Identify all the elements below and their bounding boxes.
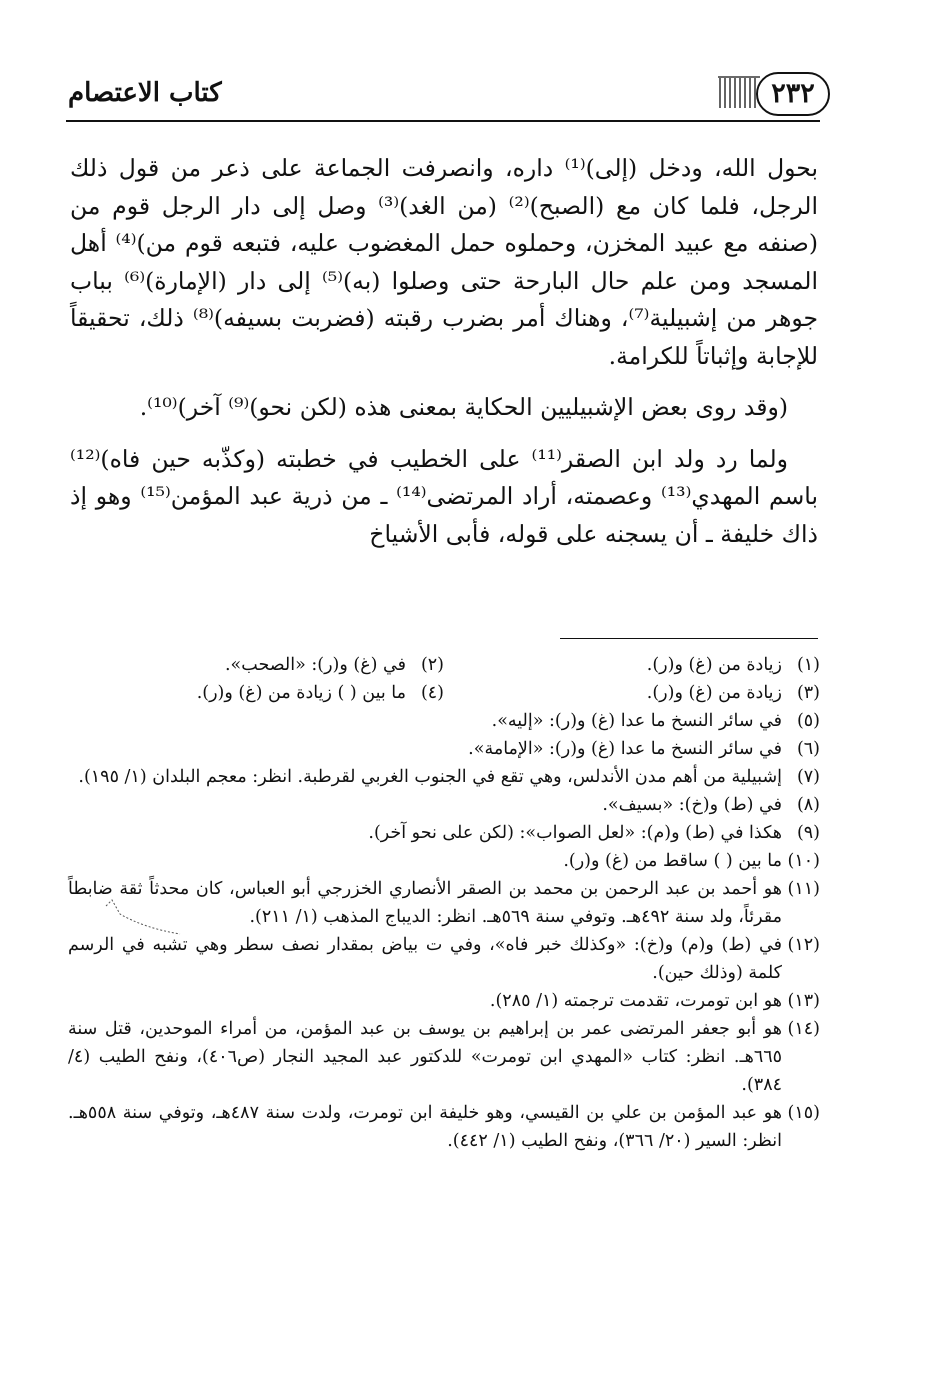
footnote-separator <box>560 638 818 639</box>
paragraph: بحول الله، ودخل (إلى)⁽¹⁾ داره، وانصرفت الجماعة على ذعر من قول ذلك الرجل، فلما كان مع (الصبح)⁽²⁾ (من الغد)⁽³⁾ وصل إلى دار الرجل قوم من (صنفه مع عبيد المخزن، وحملوه حمل المغضوب عليه، فتبعه قوم من)⁽⁴⁾ أهل المسجد ومن علم حال البارحة حتى وصلوا (به)⁽⁵⁾ إلى دار (الإمارة)⁽⁶⁾ بباب جوهر من إشبيلية⁽⁷⁾، وهناك أمر بضرب رقبته (فضربت بسيفه)⁽⁸⁾ ذلك، تحقيقاً للإجابة وإثباتاً للكرامة. <box>70 154 818 370</box>
page-number: ٢٣٢ <box>756 72 830 116</box>
footnote-number: (١٥) <box>787 1103 820 1123</box>
footnote-text: هو عبد المؤمن بن علي بن القيسي، وهو خليفة ابن تومرت، ولدت سنة ٤٨٧هـ، وتوفي سنة ٥٥٨هـ. انظر: السير (٢٠/ ٣٦٦)، ونفح الطيب (١/ ٤٤٢). <box>68 1103 782 1151</box>
footnote <box>68 707 820 735</box>
footnote <box>68 987 820 1015</box>
footnote <box>68 847 820 875</box>
footnote-number: (١) <box>796 655 820 675</box>
footnote-number: (١١) <box>787 879 820 899</box>
footnote <box>68 651 444 679</box>
footnote-number: (١٣) <box>787 991 820 1011</box>
footnote-text: هو أحمد بن عبد الرحمن بن محمد بن الصقر الأنصاري الخزرجي أبو العباس، كان محدثاً ثقة ضابطاً مقرئاً، ولد سنة ٤٩٢هـ. وتوفي سنة ٥٦٩هـ. انظر: الديباج المذهب (١/ ٢١١). <box>68 879 782 927</box>
footnote-number: (٥) <box>796 711 820 731</box>
book-title: كتاب الاعتصام <box>68 78 222 108</box>
footnote-text: هو ابن تومرت، تقدمت ترجمته (١/ ٢٨٥). <box>489 991 782 1011</box>
paragraph: ولما رد ولد ابن الصقر⁽¹¹⁾ على الخطيب في خطبته (وكذّبه حين فاه)⁽¹²⁾ باسم المهدي⁽¹³⁾ وعصمته، أراد المرتضى⁽¹⁴⁾ ـ من ذرية عبد المؤمن⁽¹⁵⁾ وهو إذ ذاك خليفة ـ أن يسجنه على قوله، فأبى الأشياخ <box>70 444 818 548</box>
paragraph: (وقد روى بعض الإشبيليين الحكاية بمعنى هذه (لكن نحو)⁽⁹⁾ آخر)⁽¹⁰⁾. <box>139 393 788 421</box>
footnote <box>68 679 444 707</box>
footnote <box>68 819 820 847</box>
footnote <box>68 1099 820 1155</box>
footnote-text: في (ط) و(م) و(خ): «وكذلك خبر فاه»، وفي ت بياض بمقدار نصف سطر وهي تشبه في الرسم كلمة (وذلك حين). <box>68 935 782 983</box>
footnote-text: في سائر النسخ ما عدا (غ) و(ر): «إليه». <box>491 711 782 731</box>
footnote <box>68 791 820 819</box>
footnote-row <box>68 651 820 679</box>
footnote-number: (٤) <box>420 683 444 703</box>
footnote-text: إشبيلية من أهم مدن الأندلس، وهي تقع في الجنوب الغربي لقرطبة. انظر: معجم البلدان (١/ ١٩٥). <box>78 767 782 787</box>
footnote-number: (٢) <box>420 655 444 675</box>
footnote-number: (٦) <box>796 739 820 759</box>
footnote-number: (٣) <box>796 683 820 703</box>
footnote-text: ما بين ( ) ساقط من (غ) و(ر). <box>563 851 782 871</box>
footnote-number: (١٤) <box>787 1019 820 1039</box>
footnote-number: (٨) <box>796 795 820 815</box>
main-text <box>70 150 818 567</box>
footnote-row <box>68 679 820 707</box>
footnote <box>68 735 820 763</box>
footnote-text: في سائر النسخ ما عدا (غ) و(ر): «الإمامة». <box>468 739 782 759</box>
footnote-text: ما بين ( ) زيادة من (غ) و(ر). <box>196 683 406 703</box>
footnote <box>68 1015 820 1099</box>
footnote <box>444 679 820 707</box>
footnote <box>68 763 820 791</box>
footnote-number: (٧) <box>796 767 820 787</box>
footnote <box>444 651 820 679</box>
footnote-text: في (غ) و(ر): «الصحب». <box>224 655 406 675</box>
header-rule <box>66 120 820 122</box>
footnote-text: زيادة من (غ) و(ر). <box>646 655 782 675</box>
footnote-text: هكذا في (ط) و(م): «لعل الصواب»: (لكن على نحو آخر). <box>368 823 782 843</box>
footnote-text: في (ط) و(خ): «بسيف». <box>602 795 782 815</box>
footnote-text: زيادة من (غ) و(ر). <box>646 683 782 703</box>
page-header <box>66 68 820 124</box>
pencil-mark-icon <box>104 898 184 938</box>
footnote <box>68 931 820 987</box>
footnote-text: هو أبو جعفر المرتضى عمر بن إبراهيم بن يوسف بن عبد المؤمن، من أمراء الموحدين، قتل سنة ٦٦٥هـ. انظر: كتاب «المهدي ابن تومرت» للدكتور عبد المجيد النجار (ص٤٠٦)، ونفح الطيب (٤/ ٣٨٤). <box>68 1019 783 1095</box>
footnote-number: (٩) <box>796 823 820 843</box>
footnote-number: (١٠) <box>787 851 820 871</box>
footnote-number: (١٢) <box>787 935 820 955</box>
